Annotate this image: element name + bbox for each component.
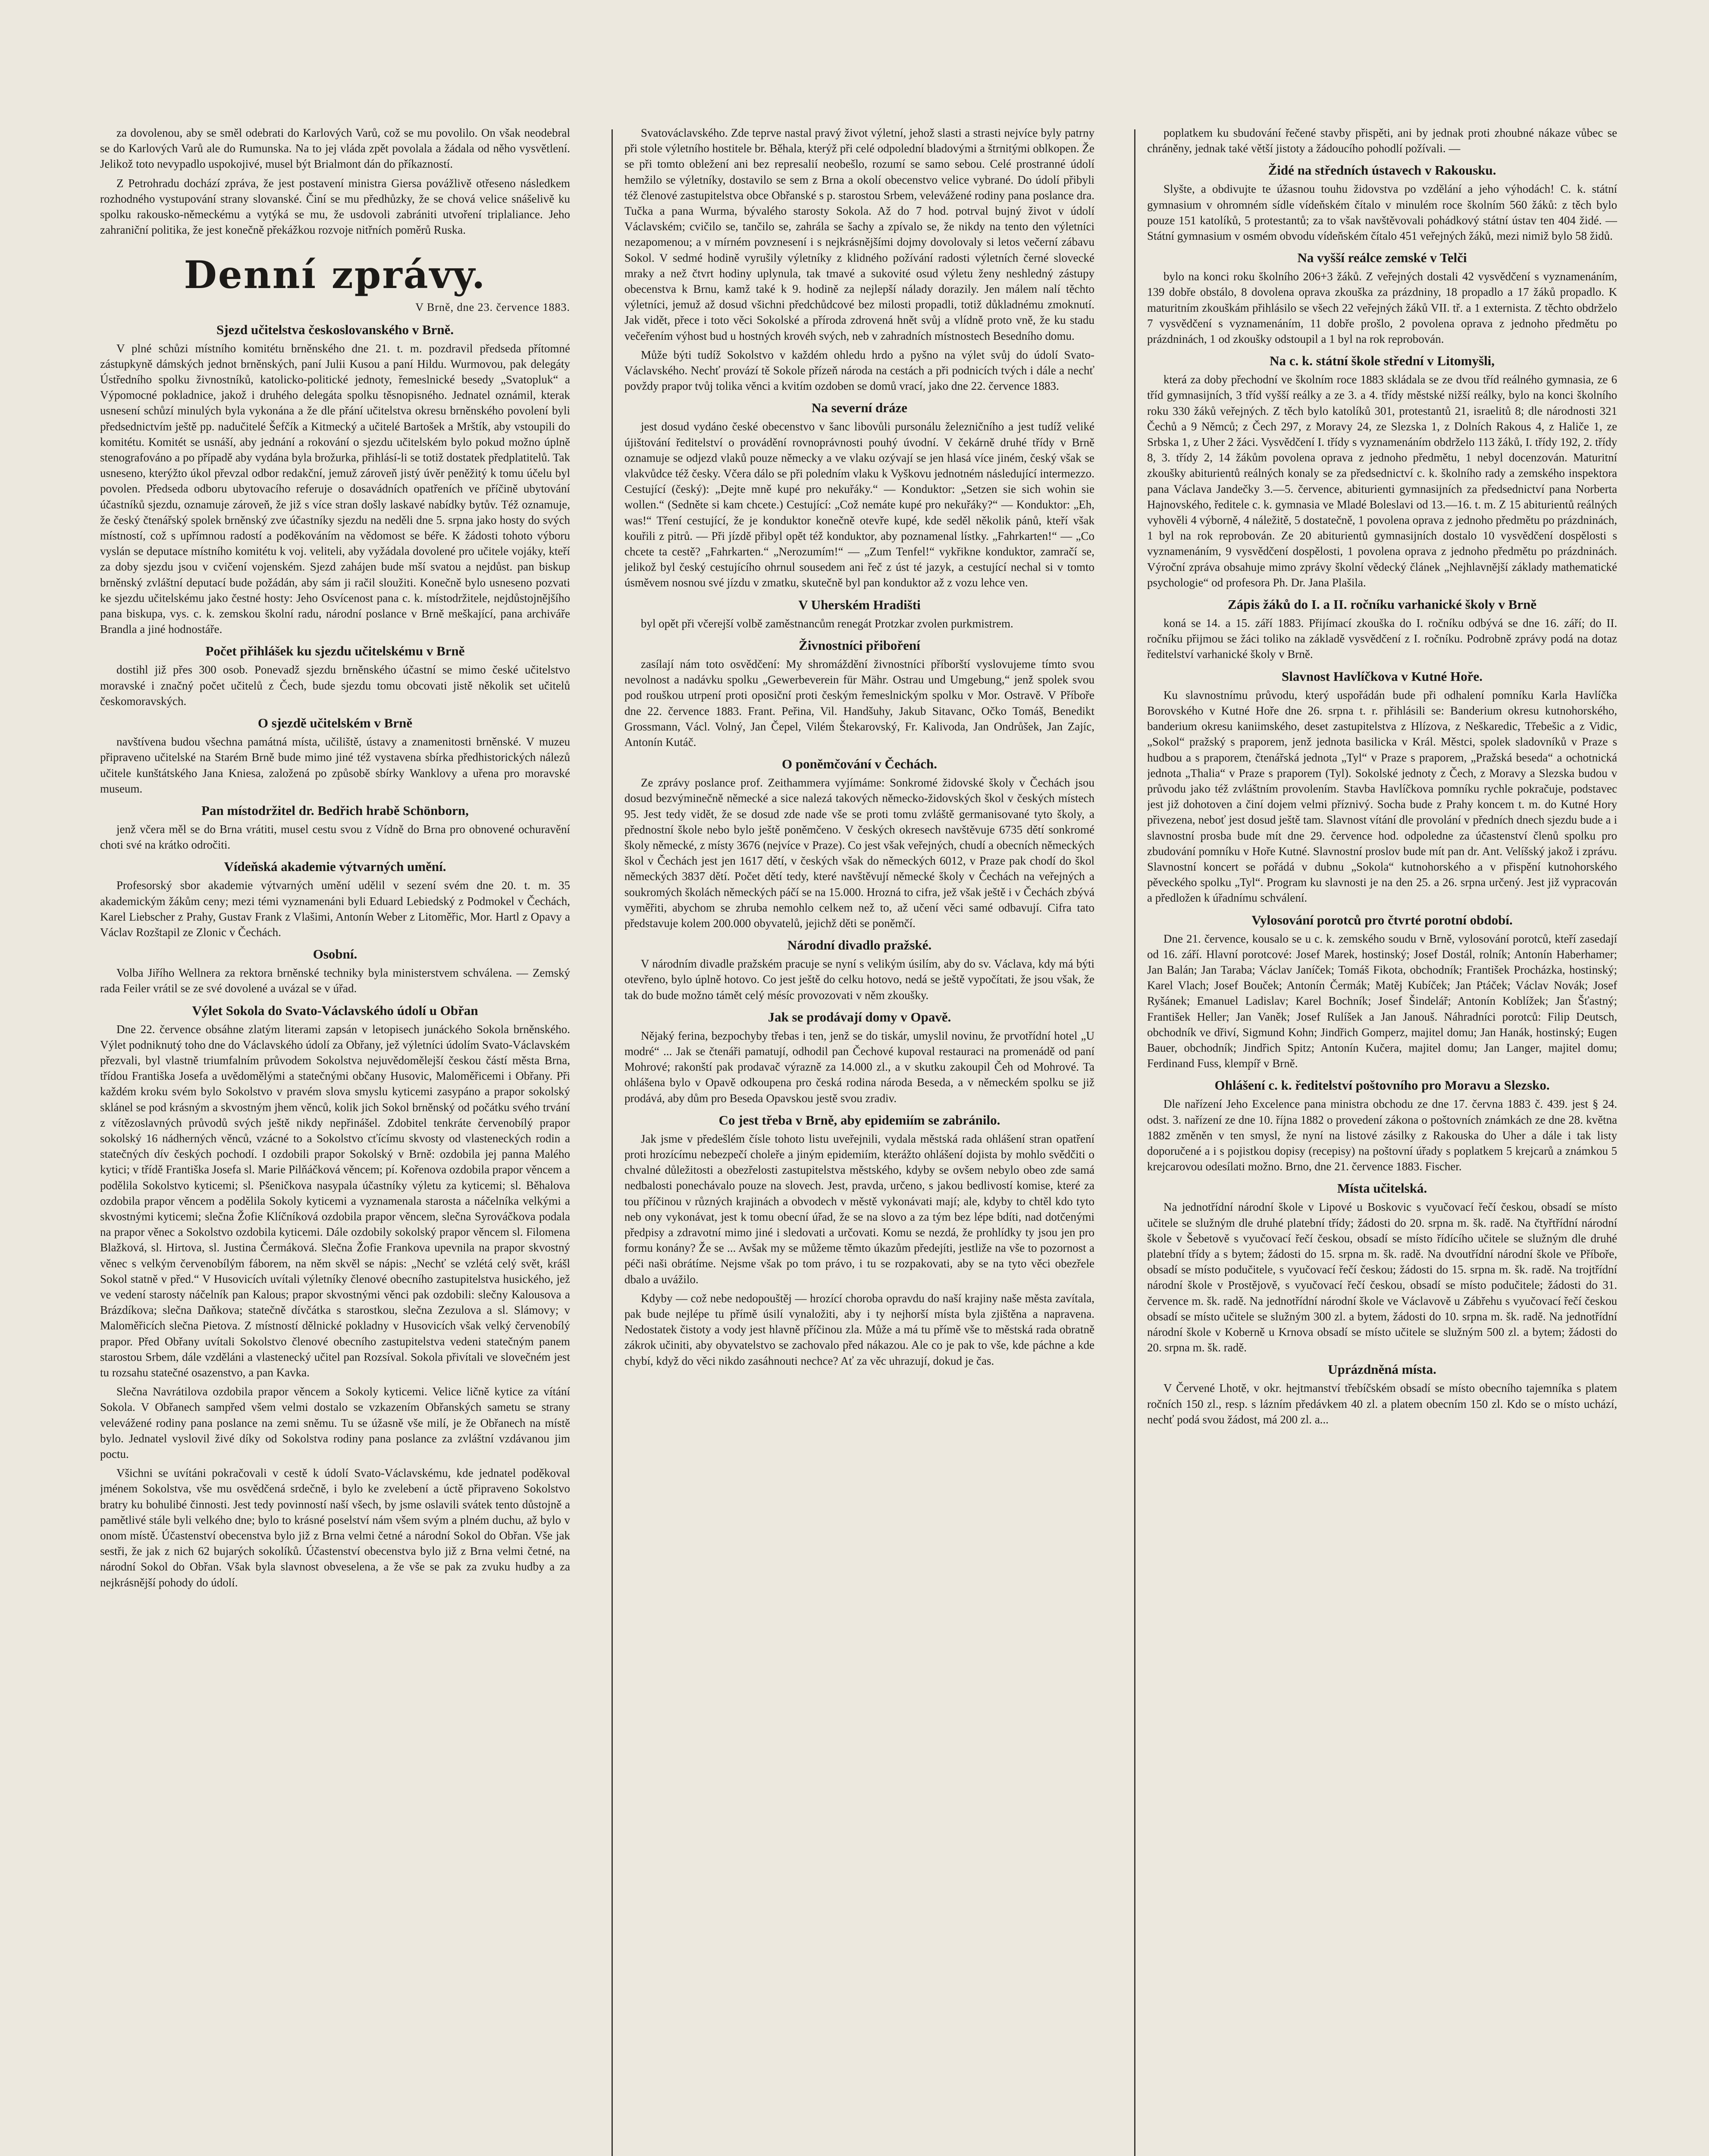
article-heading: Národní divadlo pražské. — [787, 937, 932, 953]
article-heading: Na severní dráze — [811, 400, 908, 416]
article-text: koná se 14. a 15. září 1883. Přijímací zkouška do I. ročníku odbývá se dne 16. září; do II. ročníku přijmou se žáci toliko na základě vysvědčení z I. ročníku. Podrobně zprávy podá na dotaz ředitelství varhanické školy v Brně. — [1147, 617, 1617, 661]
column-right — [1147, 125, 1617, 2156]
article-heading: Výlet Sokola do Svato-Václavského údolí u Obřan — [192, 1003, 478, 1018]
article-text: V národním divadle pražském pracuje se nyní s velikým úsilím, aby do sv. Václava, kdy má býti otevřeno, bylo úplně hotovo. Co jest ještě do celku hotovo, nedá se ještě vypočítati, že jsou však, že tak do bude možno támět celý mésíc provozovati v něm zkoušky. — [624, 957, 1094, 1002]
article-text: Dne 21. července, kousalo se u c. k. zemského soudu v Brně, vylosování porotců, kteří zasedají od 16. září. Hlavní porotcové: Josef Marek, hostinský; Josef Dostál, rolník; Antonín Haberhamer; Jan Balán; Jan Taraba; Václav Janíček; Tomáš Fikota, obchodník; František Procházka, hostinský; Karel Vlach; Josef Bouček; Antonín Čermák; Matěj Kubíček; Jan Ptáček; Václav Novák; Josef Ryšánek; Emanuel Ladislav; Karel Bochník; Josef Šindelář; Antonín Koblížek; Jan Šťastný; František Heller; Jan Vaněk; Josef Rulíšek a Jan Janouš. Náhradníci porotců: Filip Deutsch, obchodník ve dřiví, Sigmund Kohn; Jindřich Gomperz, majitel domu; Jan Hanák, hostinský; Eugen Bauer, obchodník; Jindřich Spitz; Antonín Kučera, majitel domu; Jan Langer, majitel domu; Ferdinand Fuss, klempíř v Brně. — [1147, 932, 1617, 1070]
article-text: Slečna Navrátilova ozdobila prapor věncem a Sokoly kyticemi. Velice ličně kytice za vítání Sokola. V Obřanech sampřed všem velmi dostalo se vzkazením Obřanských sametu se strany velevážené rodiny pana poslance na zemi sněmu. Tu se úžasně vše milí, je že Obřanech na místě bylo. Jednatel vyslovil živé díky od Sokolstva rodiny pana poslance za zvláštní vzdávanou jim poctu. — [100, 1385, 570, 1461]
article-heading: Slavnost Havlíčkova v Kutné Hoře. — [1282, 668, 1483, 684]
column-middle — [624, 125, 1094, 2156]
article-text: bylo na konci roku školního 206+3 žáků. Z veřejných dostali 42 vysvědčení s vyznamenáním, 139 dobře obstálo, 8 dovolena oprava zkouška za prázdniny, 18 propadlo a 17 žáků propadlo. K maturitním zkouškám přihlásilo se všech 22 veřejných žáků VII. tř. a 1 externista. Z těchto obdrželo 7 vysvědčení s vyznamenáním, 11 dobře prošlo, 2 povolena oprava z jednoho předmětu po prázdninách, 1 od zkoušky odstoupil a 1 byl na rok reprobován. — [1147, 270, 1617, 346]
section-masthead: Denní zprávy. — [184, 252, 486, 298]
column-left — [100, 125, 570, 2156]
article-text: Na jednotřídní národní škole v Lipové u Boskovic s vyučovací řečí českou, obsadí se místo učitele se služným dle druhé platební třídy; žádosti do 20. srpna m. šk. radě. Na čtyřtřídní národní škole v Šebetově s vyučovací řečí českou, obsadí se místo řídícího učitele se služným dle druhé platební třídy a s bytem; žádosti do 15. srpna m. šk. radě. Na dvoutřídní národní škole ve Příboře, obsadí se místo podučitele, s vyučovací řečí českou; žádosti do 15. srpna m. šk. radě. Na trojtřídní národní škole v Prostějově, s vyučovací řečí českou, obsadí se místo podučitele; žádosti do 31. července m. šk. radě. Na jednotřídní národní škole ve Václavově u Zábřehu s vyučovací řečí českou obsadí se místo učitele se služným 300 zl. a bytem, žádosti do 10. srpna m. šk. radě. Na jednotřídní národní škole v Koberně u Krnova obsadí se místo učitele se služným 500 zl. a bytem; žádosti do 20. srpna m. šk. radě. — [1147, 1200, 1617, 1354]
article-heading: Vylosování porotců pro čtvrté porotní období. — [1251, 912, 1513, 928]
article-heading: O poněmčování v Čechách. — [782, 756, 937, 772]
article-text: Volba Jiřího Wellnera za rektora brněnské techniky byla ministerstvem schválena. — Zemský rada Feiler vrátil se ze své dovolené a uvázal se v úřad. — [100, 966, 570, 995]
article-heading: Uprázdněná místa. — [1328, 1362, 1436, 1377]
article-text: navštívena budou všechna památná místa, učiliště, ústavy a znamenitosti brněnské. V muzeu připraveno učitelské na Starém Brně bude mimo jiné též vystavena sbírka předhistorických nálezů učitele kunštátského Jana Kniesa, založená po způsobě sbírky Wanklovy a uřena pro moravské museum. — [100, 735, 570, 795]
article-text: Všichni se uvítáni pokračovali v cestě k údolí Svato-Václavskému, kde jednatel poděkoval jménem Sokolstva, vše mu osvědčená srdečně, i bylo ke zvelebení a úctě připraveno Sokolstvo bratry ku bohulibé činnosti. Jest tedy povinností naší všech, by jsme oslavili svátek tento důstojně a pamětlivé stále byli velkého dne; bylo to krásné poselství nám všem svým a plném duchu, až bylo v onom místě. Účastenství obecenstva bylo již z Brna velmi četné a národní Sokol do Obřan. Vše jak sestři, že jak z nich 62 bujarých sokolíků. Účastenství obecenstva bylo již z Brna velmi četné, na národní Sokol do Obřan. Však byla slavnost obveselena, a že vše se pak za zvuku hudby a za nejkrásnější pohody do údolí. — [100, 1467, 570, 1589]
article-text: Ku slavnostnímu průvodu, který uspořádán bude při odhalení pomníku Karla Havlíčka Borovského v Kutné Hoře dne 26. srpna t. r. přihlásili se: Banderium okresu kutnohorského, banderium okresu kaniimského, deset zastupitelstva z Hlízova, z Neškaredic, Třebešic a z Vidic, „Sokol“ pražský s praporem, jenž jednota basilicka v Král. Městci, spolek sladovníků v Praze s hudbou a s praporem, čtenářská jednota „Tyl“ v Praze s praporem, „Pražská beseda“ a ochotnická jednota „Thalia“ v Praze s praporem (Tyl). Sokolské jednoty z Čech, z Moravy a Slezska budou v průvodu jako též zvláštním provolením. Stavba Havlíčkova pomníku rychle pokračuje, podstavec jest již dohotoven a činí dojem velmi příznivý. Socha bude z Prahy koncem t. m. do Kutné Hory přivezena, neboť jest dosud ještě tam. Slavnost vítání dle provolání v předních dnech sjezdu bude a i slavnostní prosba bude mít dne 29. července hod. odpoledne za účastenství členů spolku pro zbudování pomníku v Hoře Kutné. Slavnostní proslov bude mít pan dr. Ant. Velíšský jakož i zprávu. Slavnostní koncert se pořádá v dubnu „Sokola“ kutnohorského a v přispění kutnohorského pěveckého spolku „Tyl“. Program ku slavnosti je na den 25. a 26. srpna určený. Jest již vypracován a předložen k úřadnímu schválení. — [1147, 688, 1617, 905]
article-text: Profesorský sbor akademie výtvarných umění udělil v sezení svém dne 20. t. m. 35 akademickým žákům ceny; mezi témi vyznamenáni byli Eduard Lebiedský z Podmokel v Čechách, Karel Liebscher z Prahy, Gustav Frank z Vlašimi, Antonín Weber z Litoměřic, Mor. Hartl z Opavy a Václav Rozštapil ze Zlonic v Čechách. — [100, 879, 570, 939]
article-text: Dle nařízení Jeho Excelence pana ministra obchodu ze dne 17. června 1883 č. 439. jest § 24. odst. 3. nařízení ze dne 10. října 1882 o provedení zákona o poštovních známkách ze dne 28. května 1882 změněn v ten smysl, že nyní na listové zásilky z Rakouska do Uher a dále i tak listy doporučené a i s pojistkou dopisy (recepisy) na poštovní úřady s poplatkem 5 krejcarů a známkou 5 krejcarovou odesílati možno. Brno, dne 21. července 1883. Fischer. — [1147, 1097, 1617, 1173]
article-heading: Ohlášení c. k. ředitelství poštovního pro Moravu a Slezsko. — [1214, 1078, 1550, 1093]
article-heading: Živnostníci přiboření — [799, 637, 920, 653]
article-text: Svatováclavského. Zde teprve nastal pravý život výletní, jehož slasti a strasti nejvíce byly patrny při stole výletního hostitele br. Běhala, kterýž při celé odpolední bladovými a štrnitými oblkopen. Že se při tomto obležení ani bez represalií neobešlo, rozumí se samo sebou. Celé prostranné údolí hemžilo se výletníky, dostavilo se sem z Brna a okolí obecenstvo velice vybrané. Do údolí přibyli též členové zastupitelstva obce Obřanské s p. starostou Srbem, velevážené rodiny pana poslance dra. Tučka a pana Wurma, bývalého starosty Sokola. Až do 7 hod. potrval bujný život v údolí Václavském; cvičilo se, tančilo se, zahrála se šachy a zpívalo se, že nikdy na tento den výletníci nezapomenou; a v mírném povznesení i s nejkrásnějšími dojmy dovolovaly si letos večerní zábavu Sokol. V sedmé hodině vyrušily výletníky z klidného požívání radosti výletních černé slovecké mraky a než čtvrt hodiny uplynula, tak tmavé a sukovité osud výletu ženy neshledný zástupy obecenstva k Brnu, kamž také k 9. hodině za nejlepší nálady dorazily. Jen málem nalí těchto výletníci, jemuž až dosud všichni předchůdcové bez milosti propadli, totiž důkladnému zmoknutí. Jak vidět, přece i toto věci Sokolské a příroda zdrovená hnět svůj a vlídně proto vně, že ku stadu večeřením výhost bud u hostných krovéh svých, neb v zahradních místnostech Besedního domu. — [624, 126, 1094, 342]
article-text: Může býti tudíž Sokolstvo v každém ohledu hrdo a pyšno na výlet svůj do údolí Svato-Václavského. Nechť provází tě Sokole přízeň národa na cestách a při podnicích tvých i dále a nechť povždy prapor tvůj tolika věnci a kvitím ozdoben se domů vrací, jako dne 22. července 1883. — [624, 348, 1094, 393]
dateline: V Brně, dne 23. července 1883. — [415, 301, 570, 314]
article-text: V Červené Lhotě, v okr. hejtmanství třebíčském obsadí se místo obecního tajemníka s platem ročních 150 zl., resp. s lázním předávkem 40 zl. a platem obecním 150 zl. Kdo se o místo uchází, nechť podá svou žádost, má 200 zl. a... — [1147, 1382, 1617, 1426]
article-heading: Na c. k. státní škole střední v Litomyšli, — [1270, 353, 1495, 369]
article-heading: Jak se prodávají domy v Opavě. — [768, 1009, 951, 1025]
article-text: Z Petrohradu dochází zpráva, že jest postavení ministra Giersa povážlivě otřeseno následkem rozhodného vystupování strany slovanské. Činí se mu předhůzky, že se chová velice snášelivě ku spolku rakousko-německému a vytýká se mu, že usdovoli zabrániti utvoření triplaliance. Jeho zahraniční politika, že jest konečně překážkou rozvoje nitřních poměrů Ruska. — [100, 176, 570, 237]
article-text: Nějaký ferina, bezpochyby třebas i ten, jenž se do tiskár, umyslil novinu, že prvotřídní hotel „U modré“ ... Jak se čtenáři pamatují, odhodil pan Čechové kupoval restauraci na promenádě od paní Mohrové; rakonští pak prodavač výrazně za 14.000 zl., a v skutku zakoupil Čeh od Mohrové. Ta ohlášena bylo v Opavě odkoupena pro česká rodina národa Beseda, a v německém spolku se již prodává, aby dům pro Beseda Opavskou jestě svou zradiv. — [624, 1029, 1094, 1105]
column-divider — [611, 129, 613, 2156]
article-text: Jak jsme v předešlém čísle tohoto listu uveřejnili, vydala městská rada ohlášení stran opatření proti hrozícímu nebezpečí choleře a jiným epidemiím, kterážto ohlášení dojista by mohlo svědčiti o chvalné důležitosti a obezřelosti zastupitelstva městského, kdyby se ovšem nebylo obeo zde samá nedbalosti ponechávalo pouze na slovech. Jest, pravda, určeno, s jakou bedlivostí komise, které za tou příčinou v různých krajinách a obvodech v městě vykonávati mají; ale, kdyby to chtěl kdo tyto neb ony vykonávat, jest k tomu obecní úřad, že se na slovo a za tým bez lépe bdíti, nad dotčenými předpisy a zdravotní mimo jiné i sledovati a určovati. Komu se nezdá, že prohlídky ty jsou jen pro formu konány? Že se ... Avšak my se můžeme těmto úkazům předejíti, jestliže na vše to pozornost a péči naši obrátíme. Nejsme však po tom právo, i tu se rozpakovati, aby se na tyto věci obezřele dbalo a uvážilo. — [624, 1132, 1094, 1286]
article-text: byl opět při včerejší volbě zaměstnancům renegát Protzkar zvolen purkmistrem. — [641, 617, 1013, 630]
article-heading: Co jest třeba v Brně, aby epidemiím se zabránilo. — [718, 1112, 1000, 1128]
article-heading: Zápis žáků do I. a II. ročníku varhanické školy v Brně — [1227, 597, 1537, 612]
article-heading: Židé na středních ústavech v Rakousku. — [1268, 163, 1496, 178]
article-heading: Počet přihlášek ku sjezdu učitelskému v Brně — [205, 643, 465, 659]
column-divider — [1134, 129, 1135, 2156]
article-text: Kdyby — což nebe nedopouštěj — hrozící choroba opravdu do naší krajiny naše města zavítala, pak bude nejlépe tu přímě úsilí vynaložiti, aby i ty nejhorší místa byla zjištěna a napravena. Nedostatek čistoty a vody jest hlavně příčinou zla. Může a má tu přímě vše to městská rada obratně zákrok učiniti, aby obyvatelstvo se zachovalo před nákazou. Ale co je pak to vše, kde páchne a kde chybí, když do věci nikdo zasáhnouti nechce? Ať za věc uhrazují, dokud je čas. — [624, 1291, 1094, 1367]
article-heading: Vídeňská akademie výtvarných umění. — [224, 859, 446, 874]
article-text: zasílají nám toto osvědčení: My shromáždění živnostníci příborští vyslovujeme tímto svou nevolnost a nadávku spolku „Gewerbeverein für Mähr. Ostrau und Umgebung,“ jenž spolek svou pod rouškou utrpení proti oposiční proti českým řemeslnickým spolku v Mor. Ostravě. V Příboře dne 22. července 1883. Frant. Peřina, Vil. Handšuhy, Jakub Sitavanc, Očko Tomáš, Benedikt Grossmann, Václ. Volný, Jan Čepel, Vilém Štekarovský, Fr. Kalivoda, Jan Ondrůšek, Jan Zajíc, Antonín Kutáč. — [624, 657, 1094, 749]
article-text: jest dosud vydáno české obecenstvo v šanc libovůli pursonálu železničního a jest tudíž veliké újištování ředitelství o provádění rovnoprávnosti pouhý úvodní. V čekárně druhé třídy v Brně oznamuje se odjezd vlaků pouze německy a ve vlaku ozývají se jen hlasá více jiném, český však se vlakvůdce též česky. Včera dálo se při poledním vlaku k Vyškovu jednotném následující intermezzo. Cestující (český): „Dejte mně kupé pro nekuřáky.“ — Konduktor: „Setzen sie sich wohin sie wollen.“ (Sedněte si kam chcete.) Cestující: „Což nemáte kupé pro nekuřáky?“ — Konduktor: „Eh, was!“ Tření cestující, že je konduktor konečně otevře kupé, kde seděl několik pánů, kteří však kouřili z pitrů. — Při jízdě přibyl opět též konduktor, aby poznamenal lístky. „Fahrkarten!“ — „Co chcete ta cestě? „Fahrkarten.“ „Nerozumím!“ — „Zum Tenfel!“ vykřikne konduktor, zamračí se, jelikož byl český cestujícího ohrnul sousedem ani řeč z úst té jazyk, a cestující nechal si v tomto úsměvem nosnou své jízdu v zmatku, skutečně byl pan konduktor až z vozu lehce ven. — [624, 420, 1094, 589]
article-text: poplatkem ku sbudování řečené stavby přispěti, ani by jednak proti zhoubné nákaze vůbec se chráněny, jednak také větší jistoty a žádoucího pohodlí požívali. — — [1147, 126, 1617, 155]
article-text: Dne 22. července obsáhne zlatým literami zapsán v letopisech junáckého Sokola brněnského. Výlet podniknutý toho dne do Václavského údolí za Obřany, jež výletníci údolím Svato-Václavském přezvali, byl vlastně triumfalním průvodem Sokolstva nejuvědomělejší českou částí města Brna, třídou Františka Josefa a uvědomělými a statečnými občany Husovic, Maloměřicemi i Obřany. Při každém kroku svém bylo Sokolstvo v pravém slova smyslu kyticemi zasypáno a prapor sokolský sklánel se pod krásným a skvostným jhem věnců, kolik jich Sokol brněnský od počátku svého trvání z vítězoslavných průvodů svých ještě nikdy nepřinášel. Zdobitel tenkráte červenobílý prapor sokolský 16 nádherných věnců, vzácné to a Sokolstvo cťícímu skvosty od vlasteneckých rodin a statečných dív českých pochodí. I ozdobili prapor Sokolský v Brně: ozdobila jej panna Malého kytici; v třídě Františka Josefa sl. Marie Pilňáčková věncem; pí. Kořenova ozdobila prapor věncem a podělila Sokolstvo kyticemi; sl. Pšeničkova nasypala účastníky výletu za kyticemi; sl. Běhalova ozdobila prapor věncem a podělila Sokoly kyticemi a vyznamenala starosta a náčelníka velkými a skvostnými kyticemi; slečna Žofie Klíčníková ozdobila prapor věncem, slečna Syrováčkova podala na prapor věnec a Sokolstvo ozdobila kyticemi. Dále ozdobily sokolský prapor věncem sl. Filomena Blažková, sl. Hirtova, sl. Justina Čermáková. Slečna Žofie Frankova upevnila na prapor skvostný věnec s velkým červenobílým fáborem, na něm skvěl se nápis: „Nechť se vzlétá celý svět, krášl Sokol statně v před.“ V Husovicích uvítali výletníky členové obecního zastupitelstva husického, jež ve vedení starosty náčelník pan Kalous; prapor skvostnými věnci pak ozdobili: slečny Kalousova a Brázdíkova; slečna Daňkova; statečně dívčátka s starostkou, slečna Zezulova a sl. Slámovy; v Maloměřicích slečna Pietova. Z místností dělnické pokladny v Husovicích však velký červenobílý prapor. Před Obřany uvítali Sokolstvo členové obecního zastupitelstva vedeni statečným panem starostou Srbem, dále vzděláni a vlastenecký učitel pan Rozsíval. Sokola přivítali ve slovečném jest tu rozsahu statečné osazenstvo, a pan Kavka. — [100, 1022, 570, 1379]
article-text: dostihl již přes 300 osob. Ponevadž sjezdu brněnského účastní se mimo české učitelstvo moravské i značný počet učitelů z Čech, bude sjezdu tomu obcovati jistě několik set učitelů českomoravských. — [100, 663, 570, 708]
article-heading: V Uherském Hradišti — [798, 597, 921, 612]
article-heading: O sjezdě učitelském v Brně — [257, 715, 413, 731]
article-text: Slyšte, a obdivujte te úžasnou touhu židovstva po vzdělání a jeho výhodách! C. k. státní gymnasium v ohromném sídle vídeňském čítalo v minulém roce školním 560 žáků: z těch bylo pouze 151 katolíků, 5 protestantů; za to však navštěvovali pohádkový státní ústav ten 404 židé. — Státní gymnasium v osmém obvodu vídeňském čítalo 451 veřejných žáků, mezi nimiž bylo 58 židů. — [1147, 182, 1617, 243]
article-heading: Osobní. — [313, 946, 357, 962]
article-text: jenž včera měl se do Brna vrátiti, musel cestu svou z Vídně do Brna pro obnovené ochuravění choti své na krátko odročiti. — [100, 822, 570, 852]
article-text: V plné schůzi místního komitétu brněnského dne 21. t. m. pozdravil předseda přítomné zástupkyně dámských jednot brněnských, paní Julii Kusou a paní Hildu. Wurmovou, pak delegáty Ústředního spolku živnostníků, katolicko-politické jednoty, řemeslnické besedy „Svatopluk“ a Výpomocné pokladnice, jakož i druhého delegáta spolku těsnopisného. Jednatel oznámil, kterak usnesení schůzí minulých byla vykonána a že dle přání učitelstva okresu brněnského povolení byli předsednictvím ještě pp. nadučitelé Šefčík a Kitmecký a učitelé Bartošek a Mrštík, aby vstoupili do komitétu. Komitét se usnáší, aby jednání a rokování o sjezdu učitelském bylo pokud možno úplně stenografováno a po případě aby vydána byla brožurka, přihlásí-li se totiž dostatek předplatitelů. Tak usneseno, kterýžto úkol převzal odbor redakční, jemuž zároveň jistý úvěr peněžitý k tomu účelu byl povolen. Předseda odboru ubytovacího referuje o dosavádních opatřeních ve příčině ubytování účastníků sjezdu, oznamuje zároveň, že již s více stran došly laskavé nabídky bytův. Též oznamuje, že český čtenářský spolek brněnský zve účastníky sjezdu na neděli dne 5. srpna jako hosty do svých místností, což s upřímnou radostí a poděkováním na vědomost se béře. K žádosti tohoto výboru vyslán se deputace místního komitétu k voj. veliteli, aby vyžádala dovolené pro učitele vojáky, kteří za doby sjezdu jsou v cvičení vojenském. Sjezd zahájen bude mší svatou a nejdůst. pan biskup brněnský zvláštní deputací bude požádán, aby sám ji račil sloužiti. Konečně bylo usneseno pozvati ke sjezdu učitelskému jako čestné hosty: Jeho Osvícenost pana c. k. místodržitele, nejdůstojnějšího pana biskupa, vys. c. k. zemskou školní radu, národní poslance v Brně meškající, pana archiváře Brandla a jiné hodnostáře. — [100, 342, 570, 636]
article-heading: Sjezd učitelstva českoslovanského v Brně. — [216, 322, 454, 337]
article-text: která za doby přechodní ve školním roce 1883 skládala se ze dvou tříd reálného gymnasia, ze 6 tříd gymnasijních, 3 tříd vyšší reálky a ze 3. a 4. třídy městské nižší reálky, bylo na konci školního roku 330 žáků veřejných. Z těch bylo katolíků 301, protestantů 21, israelitů 8; dle národnosti 321 Čechů a 9 Němců; z Čech 297, z Moravy 24, ze Slezska 1, z Dolních Rakous 4, z Haliče 1, ze Srbska 1, z Uher 2 žáci. Vysvědčení I. třídy s vyznamenáním obdrželo 113 žáků, I. třídy 192, 2. třídy 8, 3. třídy 2, 14 žákům povolena oprava z jednoho předmětu, 1 nebyl docenzován. Maturitní zkoušky abiturientů reálných konaly se za předsednictví c. k. školního rady a zemského inspektora pana Václava Jandečky 3.—5. července, abiturienti gymnasijních za předsednictví pana Norberta Hajnovského, ředitele c. k. gymnasia ve Mladé Boleslavi od 13.—16. t. m. Z 15 abiturientů reálných vyhověli 4 výborně, 4 náležitě, 5 dostatečně, 1 povolena oprava z jednoho předmětu po prázdninách, 1 byl na rok reprobován. Ze 20 abiturientů gymnasijních dostalo 10 vysvědčení dospělosti s vyznamenáním, 9 vysvědčení dospělosti, 1 povolena oprava z jednoho předmětu po prázdninách. Výroční zpráva obsahuje mimo zprávy školní vědecký článek „Nejhlavnější základy mathematické psychologie“ od profesora Ph. Dr. Jana Plašila. — [1147, 373, 1617, 589]
article-text: Ze zprávy poslance prof. Zeithammera vyjímáme: Sonkromé židovské školy v Čechách jsou dosud bezvýminečně německé a sice nalezá takových německo-židovských škol v českých místech 95. Jest tedy vidět, že se dosud zde nade vše se proti tomu zvláště germanisované tyto školy, a přednostní škole nebo bylo ještě poněmčeno. V českých okresech navštěvuje 6735 dětí sonkromé školy německé, z místy 3676 (nejvíce v Praze). Co jest však veřejných, chudí a obecních německých škol v Čechách jest jen 1617 dětí, v českých však do německých 6012, v Praze pak chodí do škol německých 3837 dětí. Počet dětí tedy, které navštěvují německé školy v Čechách na veřejných a soukromých školách německých páčí se na 15.000. Hrozná to cifra, jež však ještě i v Čechách zbývá vyměřiti, abychom se zhruba nemohlo celkem než to, až učení věci samé odbavují. Cifra tato představuje kolem 200.000 obyvatelů, jejichž děti se poněmčí. — [624, 776, 1094, 930]
article-text: za dovolenou, aby se směl odebrati do Karlových Varů, což se mu povolilo. On však neodebral se do Karlových Varů ale do Rumunska. Na to jej vláda zpět povolala a žádala od něho vysvětlení. Jelikož toto nevypadlo uspokojivé, musel být Brialmont dán do příkazností. — [100, 126, 570, 171]
article-heading: Pan místodržitel dr. Bedřich hrabě Schönborn, — [201, 802, 469, 818]
article-heading: Místa učitelská. — [1337, 1181, 1427, 1196]
article-heading: Na vyšší reálce zemské v Telči — [1297, 250, 1467, 266]
